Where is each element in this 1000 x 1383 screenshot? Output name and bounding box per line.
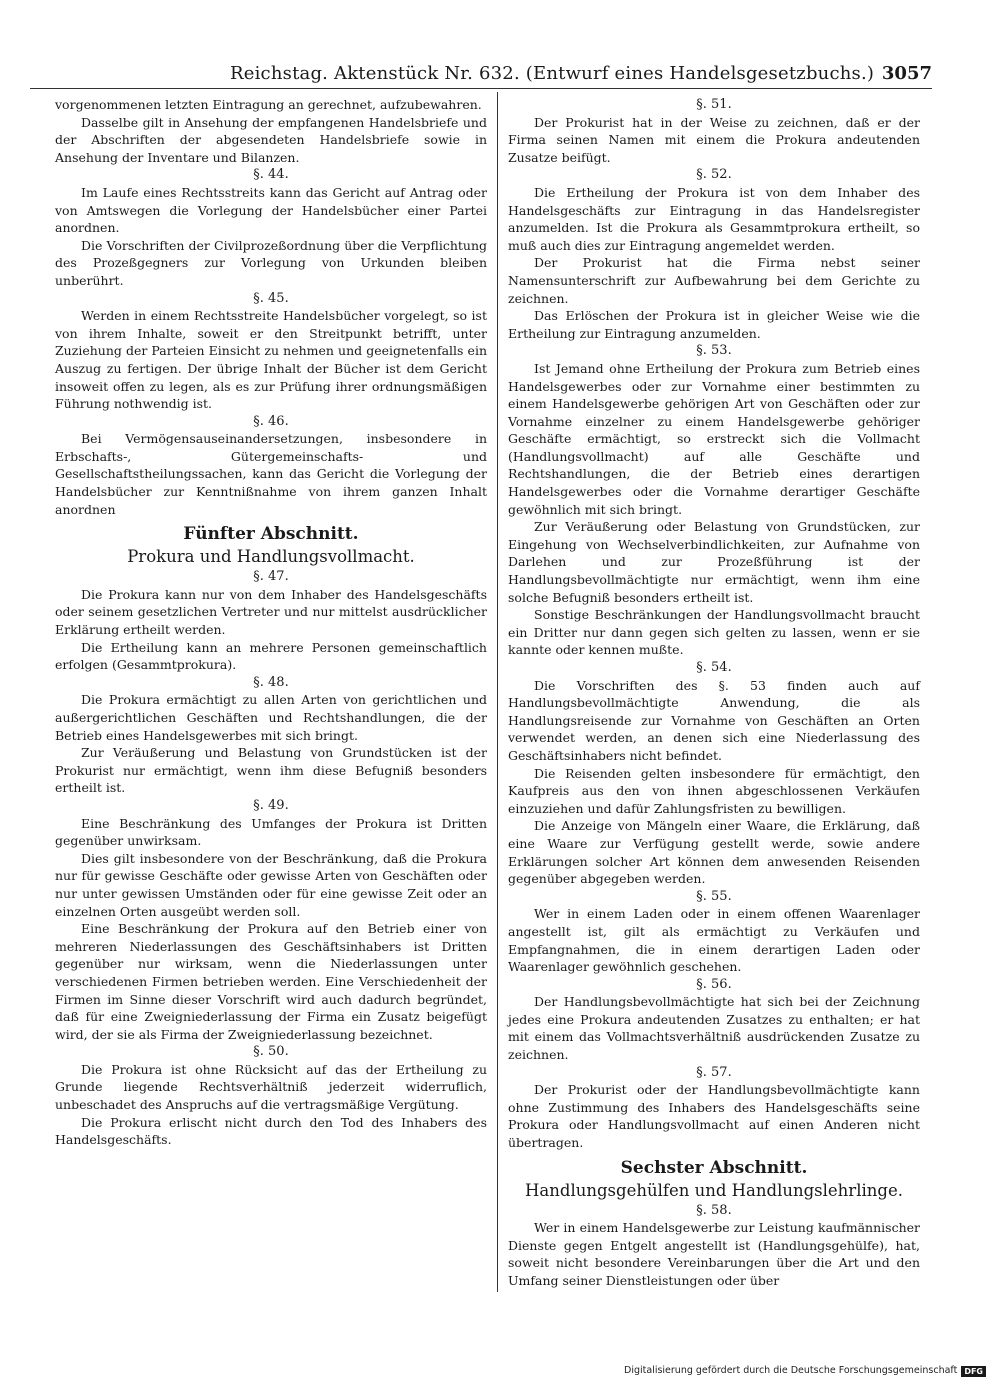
page-number: 3057 bbox=[881, 63, 932, 84]
paragraph: Wer in einem Handelsgewerbe zur Leistung kaufmännischer Dienste gegen Entgelt angestellt ist (Handlungsgehülfe), hat, soweit nicht besondere Vereinbarungen über die Art und den Umfang seiner Dienstleistungen oder über bbox=[508, 1220, 920, 1288]
paragraph: Bei Vermögensauseinandersetzungen, insbesondere in Erbschafts-, Gütergemeinschafts- und Gesellschaftstheilungssachen, kann das Gericht die Vorlegung der Handelsbücher zur Kenntnißnahme von ihrem ganzen Inhalt anordnen bbox=[55, 431, 487, 517]
section-heading: §. 51. bbox=[696, 97, 732, 112]
column-divider bbox=[497, 92, 498, 1292]
paragraph: Sonstige Beschränkungen der Handlungsvollmacht braucht ein Dritter nur dann gegen sich gelten zu lassen, wenn er sie kannte oder kennen mußte. bbox=[508, 607, 920, 658]
paragraph: Die Ertheilung der Prokura ist von dem Inhaber des Handelsgeschäfts zur Eintragung in das Handelsregister anzumelden. Ist die Prokura als Gesammtprokura ertheilt, so muß auch dies zur Eintragung angemeldet werden. bbox=[508, 184, 920, 253]
right-column bbox=[508, 96, 920, 1290]
dfg-logo: DFG bbox=[961, 1366, 986, 1377]
paragraph: Die Ertheilung kann an mehrere Personen gemeinschaftlich erfolgen (Gesammtprokura). bbox=[55, 639, 487, 673]
chapter-heading: Sechster Abschnitt. bbox=[620, 1157, 808, 1178]
credit-text: Digitalisierung gefördert durch die Deutsche Forschungsgemeinschaft bbox=[624, 1365, 958, 1376]
paragraph: Die Prokura ermächtigt zu allen Arten von gerichtlichen und außergerichtlichen Geschäften und Rechtshandlungen, die der Betrieb eines Handelsgewerbes mit sich bringt. bbox=[55, 692, 487, 743]
paragraph: Die Vorschriften der Civilprozeßordnung über die Verpflichtung des Prozeßgegners zur Vorlegung von Urkunden bleiben unberührt. bbox=[55, 237, 487, 288]
paragraph: Die Vorschriften des §. 53 finden auch auf Handlungsbevollmächtigte Anwendung, die als Handlungsreisende zur Vornahme von Geschäften an Orten verwendet werden, an denen sich eine Niederlassung des Geschäftsinhabers nicht befindet. bbox=[508, 677, 920, 763]
paragraph: Im Laufe eines Rechtsstreits kann das Gericht auf Antrag oder von Amtswegen die Vorlegung der Handelsbücher einer Partei anordnen. bbox=[55, 184, 487, 236]
chapter-heading: Fünfter Abschnitt. bbox=[183, 524, 359, 545]
section-heading: §. 47. bbox=[253, 569, 289, 585]
chapter-subtitle: Prokura und Handlungsvollmacht. bbox=[127, 547, 415, 567]
paragraph: Werden in einem Rechtsstreite Handelsbücher vorgelegt, so ist von ihrem Inhalte, soweit er den Streitpunkt betrifft, unter Zuziehung der Parteien Einsicht zu nehmen und geeignetenfalls ein Auszug zu fertigen. Der übrige Inhalt der Bücher ist dem Gericht insoweit offen zu legen, als es zur Prüfung ihrer ordnungsmäßigen Führung nothwendig ist. bbox=[55, 308, 487, 412]
paragraph: Der Prokurist hat die Firma nebst seiner Namensunterschrift zur Aufbewahrung bei dem Gerichte zu zeichnen. bbox=[508, 255, 920, 306]
section-heading: §. 52. bbox=[696, 167, 732, 183]
paragraph: Die Anzeige von Mängeln einer Waare, die Erklärung, daß eine Waare zur Verfügung gestellt werde, sowie andere Erklärungen solcher Art können dem anwesenden Reisenden gegenüber abgegeben werden. bbox=[508, 818, 920, 887]
paragraph: Wer in einem Laden oder in einem offenen Waarenlager angestellt ist, gilt als ermächtigt zu Verkäufen und Empfangnahmen, die in einem derartigen Laden oder Waarenlager gewöhnlich geschehen. bbox=[508, 906, 920, 975]
section-heading: §. 44. bbox=[253, 167, 289, 183]
paragraph: Das Erlöschen der Prokura ist in gleicher Weise wie die Ertheilung zur Eintragung anzumelden. bbox=[508, 308, 920, 341]
section-heading: §. 57. bbox=[696, 1064, 732, 1080]
section-heading: §. 56. bbox=[696, 976, 732, 992]
paragraph: Dies gilt insbesondere von der Beschränkung, daß die Prokura nur für gewisse Geschäfte oder gewisse Arten von Geschäften oder nur unter gewissen Umständen oder für eine gewisse Zeit oder an einzelnen Orten ausgeübt werden soll. bbox=[55, 850, 487, 919]
paragraph: Dasselbe gilt in Ansehung der empfangenen Handelsbriefe und der Abschriften der abgesendeten Handelsbriefe sowie in Ansehung der Inventare und Bilanzen. bbox=[55, 114, 487, 165]
section-heading: §. 53. bbox=[696, 343, 732, 359]
section-heading: §. 46. bbox=[253, 413, 289, 429]
paragraph: Ist Jemand ohne Ertheilung der Prokura zum Betrieb eines Handelsgewerbes oder zur Vornahme einer bestimmten zu einem Handelsgewerbe gehörigen Art von Geschäften oder zur Vornahme einzelner zu einem Handelsgewerbe gehöriger Geschäfte ermächtigt, so erstreckt sich die Vollmacht (Handlungsvollmacht) auf alle Geschäfte und Rechtshandlungen, die der Betrieb eines derartigen Handelsgewerbes oder die Vornahme derartiger Geschäfte gewöhnlich mit sich bringt. bbox=[508, 360, 920, 517]
section-heading: §. 55. bbox=[696, 888, 732, 904]
running-title: Reichstag. Aktenstück Nr. 632. (Entwurf eines Handelsgesetzbuchs.) bbox=[230, 63, 875, 84]
section-heading: §. 54. bbox=[696, 660, 732, 675]
paragraph: Zur Veräußerung oder Belastung von Grundstücken, zur Eingehung von Wechselverbindlichkeiten, zur Aufnahme von Darlehen und zur Prozeßführung ist der Handlungsbevollmächtigte nur ermächtigt, wenn ihm eine solche Befugniß besonders ertheilt ist. bbox=[508, 519, 920, 605]
paragraph: Zur Veräußerung und Belastung von Grundstücken ist der Prokurist nur ermächtigt, wenn ihm diese Befugniß besonders ertheilt ist. bbox=[55, 745, 487, 796]
paragraph: Der Handlungsbevollmächtigte hat sich bei der Zeichnung jedes eine Prokura andeutenden Zusatzes zu enthalten; er hat mit einem das Vollmachtsverhältniß ausdrückenden Zusatze zu zeichnen. bbox=[508, 994, 920, 1063]
section-heading: §. 58. bbox=[696, 1202, 732, 1218]
page-header bbox=[30, 60, 932, 89]
section-heading: §. 50. bbox=[253, 1044, 289, 1060]
chapter-subtitle: Handlungsgehülfen und Handlungslehrlinge. bbox=[525, 1180, 903, 1200]
paragraph: Die Prokura erlischt nicht durch den Tod des Inhabers des Handelsgeschäfts. bbox=[55, 1114, 487, 1148]
paragraph: Die Prokura ist ohne Rücksicht auf das der Ertheilung zu Grunde liegende Rechtsverhältniß jederzeit widerruflich, unbeschadet des Anspruchs auf die vertragsmäßige Vergütung. bbox=[55, 1061, 487, 1113]
paragraph: vorgenommenen letzten Eintragung an gerechnet, aufzubewahren. bbox=[55, 97, 482, 112]
paragraph: Die Reisenden gelten insbesondere für ermächtigt, den Kaufpreis aus den von ihnen abgeschlossenen Verkäufen einzuziehen und dafür Zahlungsfristen zu bewilligen. bbox=[508, 765, 920, 816]
paragraph: Eine Beschränkung der Prokura auf den Betrieb einer von mehreren Niederlassungen des Geschäftsinhabers ist Dritten gegenüber nur wirksam, wenn die Niederlassungen unter verschiedenen Firmen betrieben werden. Eine Verschiedenheit der Firmen im Sinne dieser Vorschrift wird auch dadurch begründet, daß für eine Zweigniederlassung der Firma ein Zusatz beigefügt wird, der sie als Firma der Zweigniederlassung bezeichnet. bbox=[55, 921, 487, 1042]
paragraph: Der Prokurist oder der Handlungsbevollmächtigte kann ohne Zustimmung des Inhabers des Handelsgeschäfts seine Prokura oder Handlungsvollmacht auf einen Anderen nicht übertragen. bbox=[508, 1082, 920, 1151]
left-column bbox=[55, 96, 487, 1149]
paragraph: Der Prokurist hat in der Weise zu zeichnen, daß er der Firma seinen Namen mit einem die Prokura andeutenden Zusatze beifügt. bbox=[508, 114, 920, 165]
section-heading: §. 45. bbox=[253, 290, 289, 306]
section-heading: §. 48. bbox=[253, 674, 289, 690]
paragraph: Eine Beschränkung des Umfanges der Prokura ist Dritten gegenüber unwirksam. bbox=[55, 815, 487, 849]
section-heading: §. 49. bbox=[253, 797, 289, 813]
paragraph: Die Prokura kann nur von dem Inhaber des Handelsgeschäfts oder seinem gesetzlichen Vertreter und nur mittelst ausdrücklicher Erklärung ertheilt werden. bbox=[55, 586, 487, 638]
digitization-credit bbox=[624, 1365, 986, 1377]
